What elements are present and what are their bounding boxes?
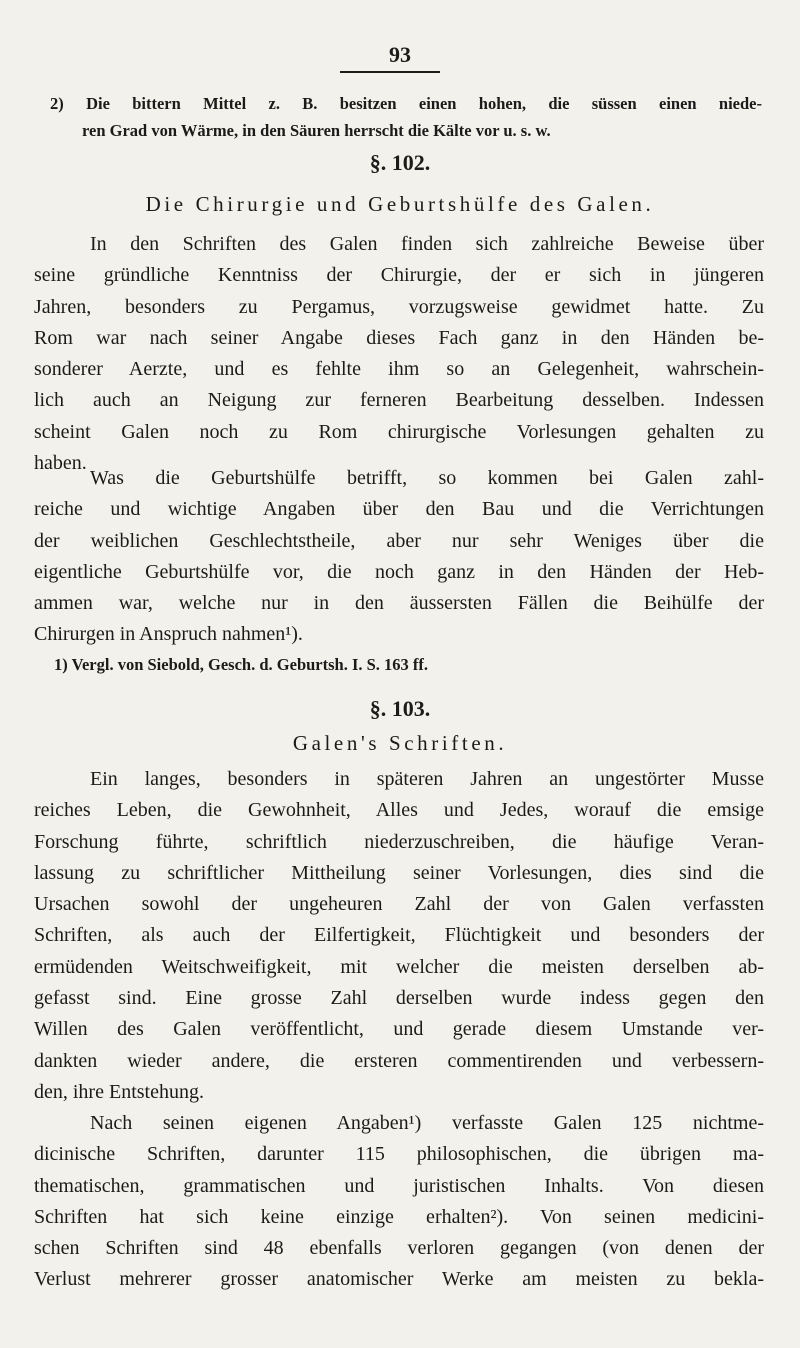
text-line: lassung zu schriftlicher Mittheilung seiner Vorlesungen, dies sind die <box>34 861 764 884</box>
section-103-paragraph-1 <box>34 764 764 1108</box>
text-line: Schriften, als auch der Eilfertigkeit, Flüchtigkeit und besonders der <box>34 924 764 947</box>
text-line: Jahren, besonders zu Pergamus, vorzugsweise gewidmet hatte. Zu <box>34 295 764 318</box>
top-footnote-line: ren Grad von Wärme, in den Säuren herrscht die Kälte vor u. s. w. <box>82 121 551 140</box>
section-103-paragraph-2 <box>34 1108 764 1296</box>
page-number: 93 <box>389 42 411 67</box>
text-line: dankten wieder andere, die ersteren commentirenden und verbessern- <box>34 1049 764 1072</box>
text-line: ammen war, welche nur in den äussersten Fällen die Beihülfe der <box>34 592 764 615</box>
top-footnote-line: 2) Die bittern Mittel z. B. besitzen einen hohen, die süssen einen niede- <box>50 94 762 113</box>
text-line: reiche und wichtige Angaben über den Bau und die Verrichtungen <box>34 498 764 521</box>
text-line: ermüdenden Weitschweifigkeit, mit welcher die meisten derselben ab- <box>34 955 764 978</box>
section-102-mark: §. 102. <box>369 150 431 175</box>
text-line: der weiblichen Geschlechtstheile, aber nur sehr Weniges über die <box>34 529 764 552</box>
text-line: Rom war nach seiner Angabe dieses Fach ganz in den Händen be- <box>34 326 764 349</box>
text-line: Was die Geburtshülfe betrifft, so kommen bei Galen zahl- <box>90 467 764 489</box>
text-line: scheint Galen noch zu Rom chirurgische Vorlesungen gehalten zu <box>34 420 764 443</box>
section-102-heading: Die Chirurgie und Geburtshülfe des Galen. <box>145 192 655 216</box>
section-102-footnote: 1) Vergl. von Siebold, Gesch. d. Geburtsh. I. S. 163 ff. <box>54 655 429 674</box>
text-line: Ursachen sowohl der ungeheuren Zahl der von Galen verfassten <box>34 893 764 916</box>
text-line: Willen des Galen veröffentlicht, und gerade diesem Umstande ver- <box>34 1018 764 1041</box>
text-line: reiches Leben, die Gewohnheit, Alles und Jedes, worauf die emsige <box>34 799 764 822</box>
text-line: Nach seinen eigenen Angaben¹) verfasste Galen 125 nichtme- <box>90 1112 764 1134</box>
text-line: lich auch an Neigung zur ferneren Bearbeitung desselben. Indessen <box>34 389 764 412</box>
section-103-heading: Galen's Schriften. <box>292 731 508 755</box>
text-line: schen Schriften sind 48 ebenfalls verloren gegangen (von denen der <box>34 1237 764 1260</box>
text-line: eigentliche Geburtshülfe vor, die noch ganz in den Händen der Heb- <box>34 560 764 583</box>
text-line: Verlust mehrerer grosser anatomischer Werke am meisten zu bekla- <box>34 1268 764 1291</box>
text-line: sonderer Aerzte, und es fehlte ihm so an Gelegenheit, wahrschein- <box>34 358 764 381</box>
text-line: Forschung führte, schriftlich niederzuschreiben, die häufige Veran- <box>34 830 764 853</box>
text-line: haben. <box>34 452 87 475</box>
text-line: In den Schriften des Galen finden sich zahlreiche Beweise über <box>90 233 764 255</box>
text-line: dicinische Schriften, darunter 115 philosophischen, die übrigen ma- <box>34 1143 764 1166</box>
section-102-paragraph-2 <box>34 463 764 651</box>
header-rule <box>340 71 440 73</box>
text-line: seine gründliche Kenntniss der Chirurgie, der er sich in jüngeren <box>34 264 764 287</box>
text-line: Schriften hat sich keine einzige erhalten²). Von seinen medicini- <box>34 1205 764 1228</box>
text-line: thematischen, grammatischen und juristischen Inhalts. Von diesen <box>34 1174 764 1197</box>
text-line: den, ihre Entstehung. <box>34 1080 204 1103</box>
text-line: gefasst sind. Eine grosse Zahl derselben wurde indess gegen den <box>34 987 764 1010</box>
section-102-paragraph-1 <box>34 229 764 479</box>
text-line: Ein langes, besonders in späteren Jahren an ungestörter Musse <box>90 768 764 790</box>
section-103-mark: §. 103. <box>369 696 431 721</box>
top-footnote <box>50 90 762 144</box>
text-line: Chirurgen in Anspruch nahmen¹). <box>34 623 303 646</box>
